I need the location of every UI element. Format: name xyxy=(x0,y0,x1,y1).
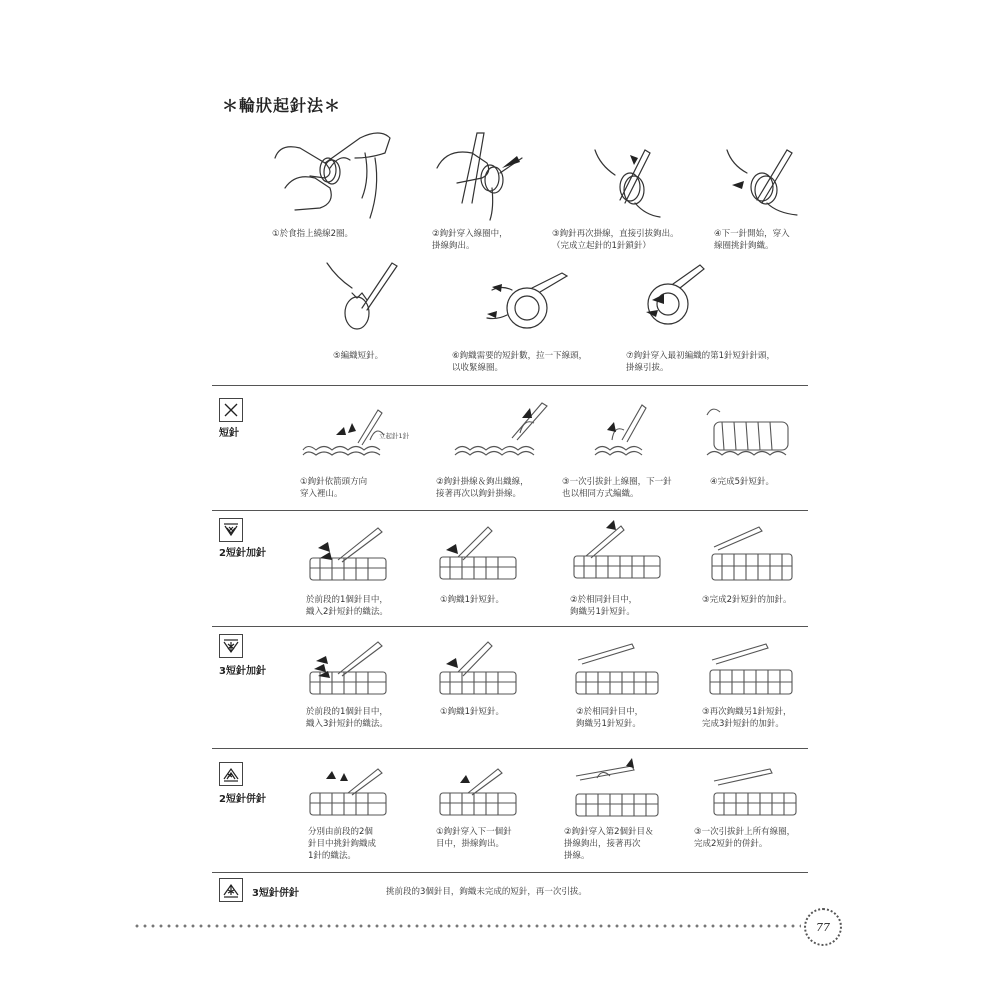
inc3-caption-0: 於前段的1個針目中， 織入3針短針的織法。 xyxy=(306,707,388,729)
illustration-ring-step-5 xyxy=(322,258,402,338)
illustration-inc3-step-0 xyxy=(308,636,388,698)
inc3-caption-1: ①鉤織1針短針。 xyxy=(440,707,505,717)
dec2-caption-0: 分別由前段的2個 針目中挑針鉤織成 1針的織法。 xyxy=(308,827,377,861)
illustration-inc2-step-2 xyxy=(566,516,666,584)
sc-caption-4: ④完成5針短針。 xyxy=(710,477,775,487)
illustration-ring-step-3 xyxy=(590,145,670,220)
illustration-dec2-step-2 xyxy=(572,758,662,820)
illustration-ring-step-2 xyxy=(432,128,537,223)
illustration-inc3-step-2 xyxy=(572,640,662,698)
two-sc-decrease-symbol-icon xyxy=(219,762,243,786)
illustration-dec2-step-0 xyxy=(308,765,388,820)
illustration-inc2-step-3 xyxy=(704,522,794,584)
illustration-ring-step-7 xyxy=(638,262,708,337)
ring-caption-7: ⑦鉤針穿入最初編織的第1針短針針頭， 掛線引拔。 xyxy=(626,351,776,373)
sc-caption-2: ②鉤針掛線＆鉤出織線， 接著再次以鉤針掛線。 xyxy=(436,477,529,499)
two-sc-increase-symbol-icon xyxy=(219,518,243,542)
section-title: 3短針加針 xyxy=(219,666,266,677)
illustration-ring-step-1 xyxy=(270,118,400,223)
ring-caption-6: ⑥鉤織需要的短針數，拉一下線頭， 以收緊線圈。 xyxy=(452,351,588,373)
ring-caption-1: ①於食指上繞線2圈。 xyxy=(272,229,354,239)
illustration-sc-step-4 xyxy=(702,400,797,465)
illustration-inc3-step-1 xyxy=(438,636,518,698)
footer-dotted-line xyxy=(133,924,801,928)
section-divider xyxy=(212,872,808,873)
illustration-ring-step-4 xyxy=(722,145,802,220)
illustration-inc2-step-0 xyxy=(308,520,388,585)
ring-caption-5: ⑤編織短針。 xyxy=(333,351,384,361)
three-sc-decrease-symbol-icon xyxy=(219,878,243,902)
inc2-caption-2: ②於相同針目中， 鉤織另1針短針。 xyxy=(570,595,638,617)
ring-caption-3: ③鉤針再次掛線，直接引拔鉤出。 （完成立起針的1針鎖針） xyxy=(552,229,679,251)
inc3-caption-3: ③再次鉤織另1針短針， 完成3針短針的加針。 xyxy=(702,707,792,729)
single-crochet-symbol-icon xyxy=(219,398,243,422)
illustration-sc-step-2 xyxy=(452,398,562,463)
inc2-caption-0: 於前段的1個針目中， 織入2針短針的織法。 xyxy=(306,595,388,617)
section-divider xyxy=(212,748,808,749)
illustration-dec2-step-3 xyxy=(710,765,800,820)
illustration-inc2-step-1 xyxy=(438,522,518,584)
section-title: 3短針併針 xyxy=(252,888,299,899)
sc-caption-1: ①鉤針依箭頭方向 穿入裡山。 xyxy=(300,477,368,499)
section-title: 2短針加針 xyxy=(219,548,266,559)
ring-caption-4: ④下一針開始，穿入 線圈挑針鉤織。 xyxy=(714,229,790,251)
sc-caption-3: ③一次引拔針上線圈，下一針 也以相同方式編織。 xyxy=(562,477,672,499)
illustration-dec2-step-1 xyxy=(438,765,518,820)
page-title: ＊輪狀起針法＊ xyxy=(222,96,342,115)
dec3-caption: 挑前段的3個針目，鉤織未完成的短針，再一次引拔。 xyxy=(386,887,587,897)
illustration-inc3-step-3 xyxy=(706,640,796,698)
dec2-caption-1: ①鉤針穿入下一個針 目中，掛線鉤出。 xyxy=(436,827,512,849)
section-divider xyxy=(212,385,808,386)
section-title: 短針 xyxy=(219,428,239,439)
illustration-ring-step-6 xyxy=(482,270,582,340)
section-divider xyxy=(212,510,808,511)
inc2-caption-3: ③完成2針短針的加針。 xyxy=(702,595,792,605)
inc2-caption-1: ①鉤織1針短針。 xyxy=(440,595,505,605)
ring-caption-2: ②鉤針穿入線圈中， 掛線鉤出。 xyxy=(432,229,508,251)
dec2-caption-3: ③一次引拔針上所有線圈， 完成2短針的併針。 xyxy=(694,827,796,849)
section-title: 2短針併針 xyxy=(219,794,266,805)
three-sc-increase-symbol-icon xyxy=(219,634,243,658)
section-divider xyxy=(212,626,808,627)
dec2-caption-2: ②鉤針穿入第2個針目＆ 掛線鉤出，接著再次 掛線。 xyxy=(564,827,654,861)
page-number xyxy=(804,908,842,946)
page-number-text: 77 xyxy=(816,920,830,934)
turning-chain-label: 立起針1針 xyxy=(379,432,410,440)
illustration-sc-step-3 xyxy=(592,400,662,460)
inc3-caption-2: ②於相同針目中， 鉤織另1針短針。 xyxy=(576,707,644,729)
